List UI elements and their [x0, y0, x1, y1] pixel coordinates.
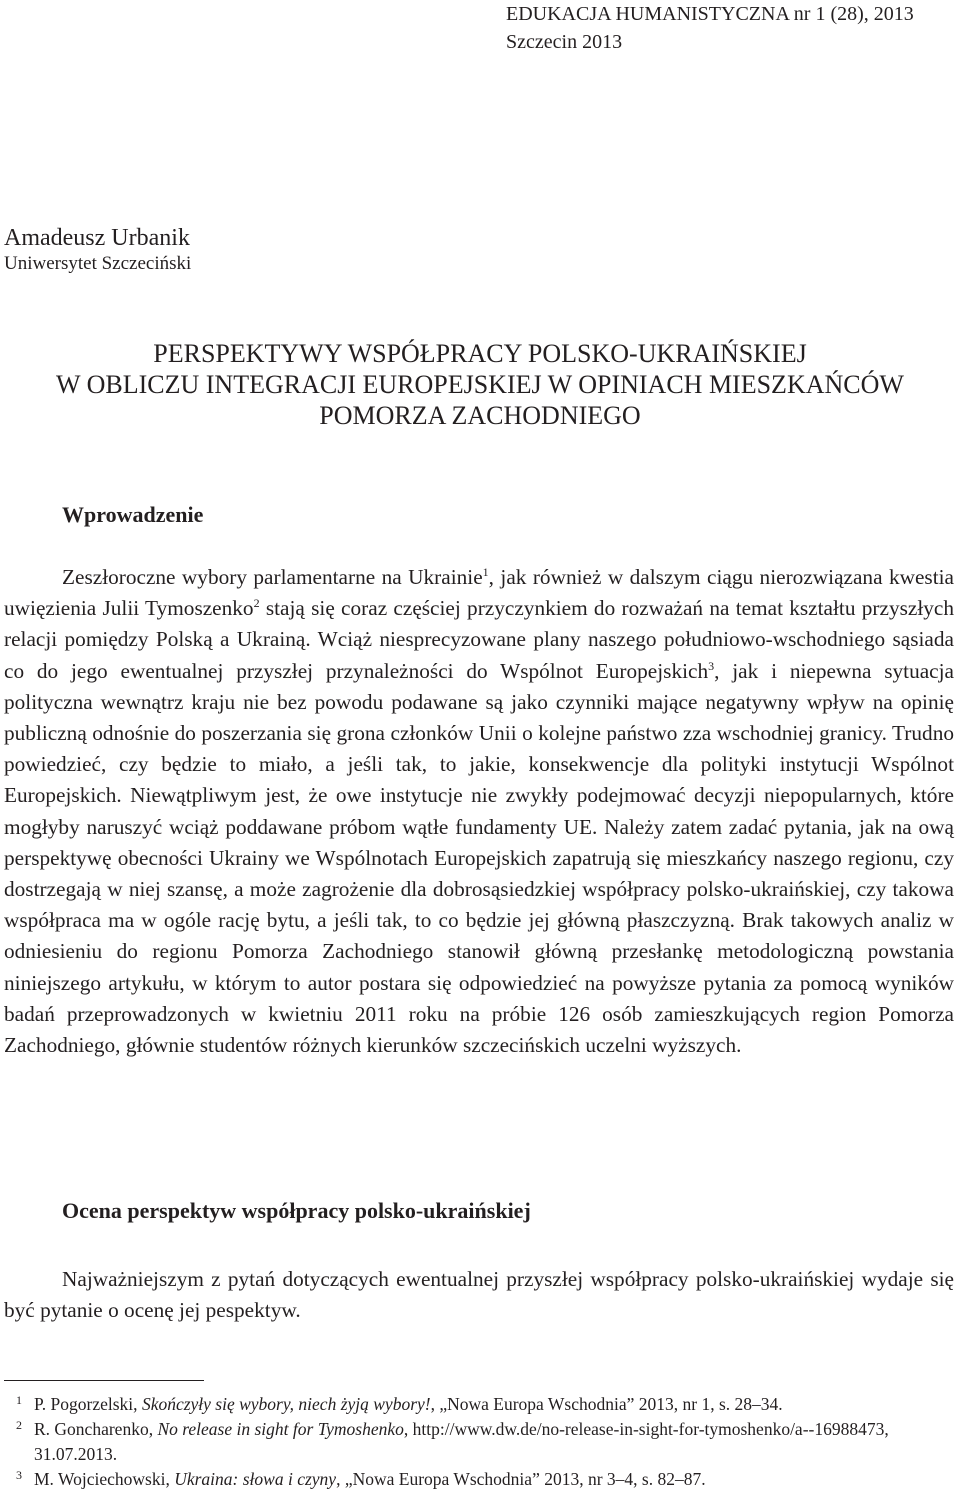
footnote-number: 2: [16, 1418, 22, 1432]
paragraph: Najważniejszym z pytań dotyczących ewentualnej przyszłej współpracy polsko-ukraińskiej wydaje się być pytanie o ocenę jej pespektyw.: [4, 1267, 954, 1323]
footnote-text: R. Goncharenko,: [34, 1419, 158, 1439]
footnote-2: [4, 1417, 954, 1467]
author-block: [4, 223, 191, 275]
footnote-text: P. Pogorzelski,: [34, 1394, 142, 1414]
footnote-text: , http://www.dw.de/no-release-in-sight-for-tymoshenko/a--16988473, 31.07.2013.: [34, 1419, 889, 1464]
section-heading-assessment: Ocena perspektyw współpracy polsko-ukraińskiej: [62, 1198, 531, 1223]
journal-place-year: Szczecin 2013: [506, 31, 623, 53]
text-run: stają się coraz częściej przyczynkiem do rozważań na temat kształtu przyszłych relacji pomiędzy Polską a Ukrainą. Wciąż niesprecyzowane plany naszego południowo-wschodniego sąsiada co do jego ewentualnej przyszłej przynależności do Wspólnot Europejskich: [4, 596, 954, 683]
author-name: Amadeusz Urbanik: [4, 225, 190, 251]
text-run: Zeszłoroczne wybory parlamentarne na Ukrainie: [62, 565, 483, 589]
text-run: , jak również w dalszym ciągu nierozwiązana kwestia uwięzienia Julii Tymoszenko: [4, 565, 954, 621]
footnote-text: M. Wojciechowski,: [34, 1469, 175, 1489]
footnote-title: No release in sight for Tymoshenko: [157, 1419, 404, 1439]
footnote-title: Skończyły się wybory, niech żyją wybory!: [141, 1394, 431, 1414]
journal-header: [506, 0, 914, 56]
author-affiliation: Uniwersytet Szczeciński: [4, 253, 192, 274]
footnote-ref-2[interactable]: 2: [253, 596, 260, 611]
footnote-ref-1[interactable]: 1: [482, 564, 489, 579]
footnote-title: Ukraina: słowa i czyny: [174, 1469, 337, 1489]
footnote-number: 1: [16, 1393, 22, 1407]
footnote-3: [4, 1467, 954, 1492]
title-line-3: POMORZA ZACHODNIEGO: [319, 401, 641, 430]
footnote-ref-3[interactable]: 3: [708, 658, 715, 673]
assessment-body: [4, 1264, 954, 1326]
section-heading-introduction: Wprowadzenie: [62, 502, 204, 527]
footnote-1: [4, 1392, 954, 1417]
footnote-text: , „Nowa Europa Wschodnia” 2013, nr 3–4, s. 82–87.: [336, 1469, 706, 1489]
paragraph: [4, 562, 954, 1061]
article-title: [0, 338, 960, 431]
journal-issue: EDUKACJA HUMANISTYCZNA nr 1 (28), 2013: [506, 3, 914, 25]
footnote-separator: [4, 1380, 204, 1381]
title-line-1: PERSPEKTYWY WSPÓŁPRACY POLSKO-UKRAIŃSKIEJ: [153, 339, 807, 368]
footnote-number: 3: [16, 1468, 22, 1482]
footnote-text: , „Nowa Europa Wschodnia” 2013, nr 1, s. 28–34.: [430, 1394, 783, 1414]
footnotes: [4, 1392, 954, 1492]
introduction-body: [4, 562, 954, 1061]
title-line-2: W OBLICZU INTEGRACJI EUROPEJSKIEJ W OPINIACH MIESZKAŃCÓW: [56, 370, 904, 399]
text-run: , jak i niepewna sytuacja polityczna wewnątrz kraju nie bez powodu podawane są jako czynniki mające negatywny wpływ na opinię publiczną odnośnie do poszerzania się grona członków Unii o kolejne państwo zza wschodniej granicy. Trudno powiedzieć, czy będzie to miało, a jeśli tak, to jakie, konsekwencje dla polityki instytucji Wspólnot Europejskich. Niewątpliwym jest, że owe instytucje nie zwykły podejmować decyzji niepopularnych, które mogłyby naruszyć wciąż poddawane próbom wątłe fundamenty UE. Należy zatem zadać pytania, jak na ową perspektywę obecności Ukrainy we Wspólnotach Europejskich zapatrują się mieszkańcy naszego regionu, czy dostrzegają w niej szansę, a może zagrożenie dla dobrosąsiedzkiej współpracy polsko-ukraińskiej, czy takowa współpraca ma w ogóle rację bytu, a jeśli tak, to co będzie jej główną płaszczyzną. Brak takowych analiz w odniesieniu do regionu Pomorza Zachodniego stanowił główną przesłankę metodologiczną powstania niniejszego artykułu, w którym to autor postara się odpowiedzieć na powyższe pytania za pomocą wyników badań przeprowadzonych w kwietniu 2011 roku na próbie 126 osób zamieszkujących region Pomorza Zachodniego, głównie studentów różnych kierunków szczecińskich uczelni wyższych.: [4, 658, 955, 1058]
